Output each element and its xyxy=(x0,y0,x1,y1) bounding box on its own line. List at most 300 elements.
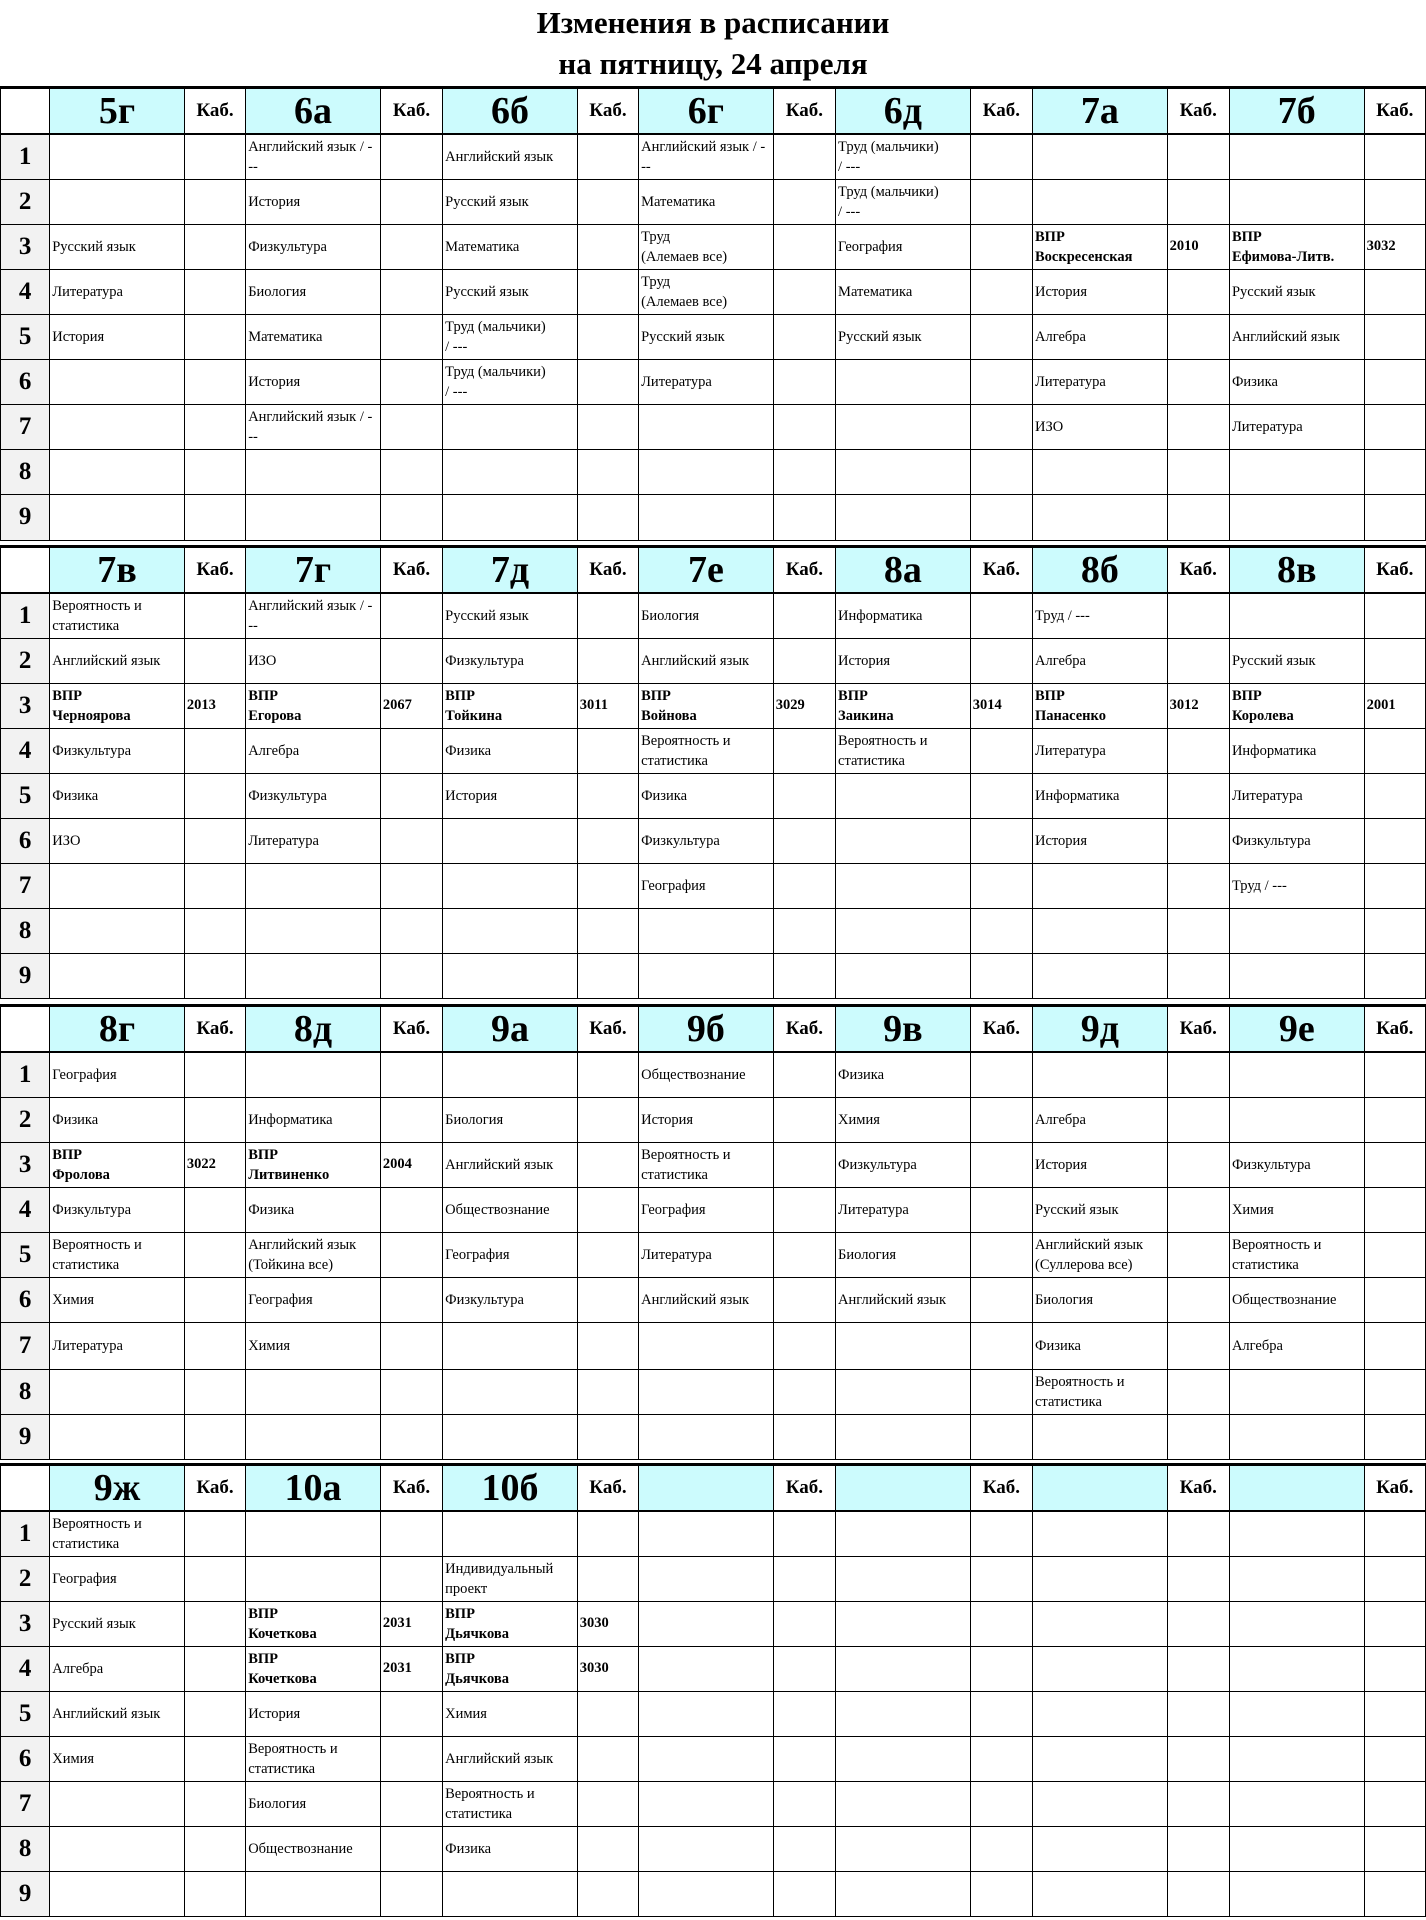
lesson-row xyxy=(1,179,1426,224)
room-cell: 2031 xyxy=(380,1646,442,1691)
lesson-number: 9 xyxy=(1,953,50,998)
subject-cell xyxy=(50,863,185,908)
room-cell xyxy=(970,773,1032,818)
room-cell xyxy=(1167,1187,1229,1232)
subject-cell xyxy=(1033,1511,1168,1556)
subject-cell: ВПР Ефимова-Литв. xyxy=(1229,224,1364,269)
subject-cell: Алгебра xyxy=(50,1646,185,1691)
class-header: 7б xyxy=(1229,88,1364,135)
lesson-row xyxy=(1,314,1426,359)
lesson-row xyxy=(1,224,1426,269)
subject-cell xyxy=(1033,1871,1168,1916)
room-cell xyxy=(1364,449,1425,494)
schedule-block-3 xyxy=(0,1004,1426,1460)
room-cell xyxy=(1364,1322,1425,1369)
lesson-row xyxy=(1,1369,1426,1414)
subject-cell: Физкультура xyxy=(639,818,774,863)
room-cell xyxy=(184,863,245,908)
room-cell xyxy=(970,593,1032,638)
room-header: Каб. xyxy=(773,1465,835,1512)
class-header: 10а xyxy=(246,1465,381,1512)
room-cell xyxy=(380,1232,442,1277)
subject-cell: Английский язык xyxy=(639,1277,774,1322)
room-cell xyxy=(773,494,835,540)
class-header: 10б xyxy=(443,1465,578,1512)
subject-cell: ИЗО xyxy=(1033,404,1168,449)
subject-cell: ВПР Заикина xyxy=(836,683,971,728)
room-cell xyxy=(1167,1142,1229,1187)
room-cell: 2004 xyxy=(380,1142,442,1187)
subject-cell: Труд (мальчики) / --- xyxy=(836,134,971,179)
room-cell xyxy=(380,593,442,638)
class-header xyxy=(1033,1465,1168,1512)
lesson-row xyxy=(1,269,1426,314)
room-cell xyxy=(773,728,835,773)
subject-cell xyxy=(1229,908,1364,953)
lesson-row xyxy=(1,1232,1426,1277)
room-cell xyxy=(1167,863,1229,908)
room-cell xyxy=(970,1232,1032,1277)
subject-cell xyxy=(836,1556,971,1601)
room-cell xyxy=(1167,494,1229,540)
subject-cell xyxy=(246,494,381,540)
room-cell xyxy=(1364,494,1425,540)
room-cell: 2013 xyxy=(184,683,245,728)
subject-cell: Индивидуальный проект xyxy=(443,1556,578,1601)
subject-cell: История xyxy=(639,1097,774,1142)
subject-cell xyxy=(639,908,774,953)
lesson-number: 1 xyxy=(1,593,50,638)
class-header: 6г xyxy=(639,88,774,135)
lesson-number: 9 xyxy=(1,494,50,540)
subject-cell xyxy=(50,134,185,179)
lesson-row xyxy=(1,728,1426,773)
subject-cell: География xyxy=(639,863,774,908)
room-cell: 3014 xyxy=(970,683,1032,728)
subject-cell: Английский язык (Суллерова все) xyxy=(1033,1232,1168,1277)
subject-cell xyxy=(639,449,774,494)
room-cell xyxy=(577,1691,638,1736)
room-header: Каб. xyxy=(380,1465,442,1512)
room-cell xyxy=(184,728,245,773)
room-cell xyxy=(577,728,638,773)
corner-cell xyxy=(1,547,50,594)
subject-cell: Физика xyxy=(246,1187,381,1232)
room-cell: 2031 xyxy=(380,1601,442,1646)
room-cell xyxy=(970,179,1032,224)
subject-cell xyxy=(639,1369,774,1414)
room-cell xyxy=(577,953,638,998)
room-cell xyxy=(773,773,835,818)
room-cell xyxy=(773,908,835,953)
room-cell xyxy=(184,359,245,404)
room-header: Каб. xyxy=(970,1465,1032,1512)
class-header: 8г xyxy=(50,1006,185,1053)
subject-cell: Русский язык xyxy=(443,179,578,224)
subject-cell xyxy=(1033,863,1168,908)
lesson-number: 3 xyxy=(1,224,50,269)
class-header: 9в xyxy=(836,1006,971,1053)
lesson-row xyxy=(1,1601,1426,1646)
subject-cell: Русский язык xyxy=(836,314,971,359)
lesson-row xyxy=(1,1736,1426,1781)
subject-cell xyxy=(246,1556,381,1601)
subject-cell: Русский язык xyxy=(443,593,578,638)
room-cell xyxy=(380,404,442,449)
room-cell xyxy=(970,1097,1032,1142)
subject-cell: Труд (мальчики) / --- xyxy=(443,359,578,404)
subject-cell xyxy=(836,494,971,540)
subject-cell xyxy=(1229,1369,1364,1414)
class-header: 8а xyxy=(836,547,971,594)
room-cell xyxy=(184,1691,245,1736)
room-cell xyxy=(1364,1414,1425,1459)
subject-cell: Информатика xyxy=(1033,773,1168,818)
room-header: Каб. xyxy=(773,88,835,135)
room-cell xyxy=(184,1646,245,1691)
room-cell xyxy=(1364,1097,1425,1142)
lesson-row xyxy=(1,494,1426,540)
room-header: Каб. xyxy=(970,88,1032,135)
room-cell xyxy=(1364,953,1425,998)
room-cell xyxy=(184,773,245,818)
subject-cell xyxy=(836,1736,971,1781)
subject-cell xyxy=(1033,1556,1168,1601)
room-cell xyxy=(577,1511,638,1556)
room-cell xyxy=(577,1781,638,1826)
subject-cell xyxy=(1033,1646,1168,1691)
lesson-number: 7 xyxy=(1,1781,50,1826)
room-cell xyxy=(970,404,1032,449)
room-cell xyxy=(184,1414,245,1459)
room-cell xyxy=(184,1052,245,1097)
subject-cell: Литература xyxy=(639,359,774,404)
room-cell xyxy=(970,818,1032,863)
subject-cell: Вероятность и статистика xyxy=(1229,1232,1364,1277)
subject-cell: ВПР Черноярова xyxy=(50,683,185,728)
subject-cell: Математика xyxy=(246,314,381,359)
subject-cell: Труд (Алемаев все) xyxy=(639,269,774,314)
subject-cell: ВПР Дьячкова xyxy=(443,1646,578,1691)
room-cell xyxy=(380,449,442,494)
subject-cell xyxy=(1033,1781,1168,1826)
class-header xyxy=(836,1465,971,1512)
room-cell xyxy=(773,404,835,449)
subject-cell: Английский язык / - -- xyxy=(246,134,381,179)
subject-cell: Физика xyxy=(1033,1322,1168,1369)
subject-cell: Английский язык xyxy=(443,134,578,179)
lesson-row xyxy=(1,863,1426,908)
room-cell xyxy=(970,1369,1032,1414)
subject-cell: Вероятность и статистика xyxy=(50,1232,185,1277)
room-cell xyxy=(970,224,1032,269)
subject-cell xyxy=(1033,1601,1168,1646)
room-cell xyxy=(1167,1511,1229,1556)
subject-cell xyxy=(246,1369,381,1414)
lesson-row xyxy=(1,1691,1426,1736)
lesson-number: 5 xyxy=(1,314,50,359)
room-cell xyxy=(1167,134,1229,179)
subject-cell xyxy=(1229,1052,1364,1097)
lesson-number: 4 xyxy=(1,269,50,314)
subject-cell xyxy=(836,449,971,494)
room-cell xyxy=(773,1369,835,1414)
room-cell xyxy=(773,1646,835,1691)
room-cell xyxy=(380,728,442,773)
room-cell xyxy=(380,1511,442,1556)
subject-cell: Математика xyxy=(836,269,971,314)
subject-cell xyxy=(443,1052,578,1097)
subject-cell: ВПР Литвиненко xyxy=(246,1142,381,1187)
room-cell xyxy=(970,728,1032,773)
subject-cell xyxy=(836,1322,971,1369)
lesson-number: 8 xyxy=(1,908,50,953)
subject-cell xyxy=(246,863,381,908)
subject-cell xyxy=(836,1646,971,1691)
subject-cell: Физкультура xyxy=(836,1142,971,1187)
subject-cell: Физика xyxy=(443,1826,578,1871)
room-cell xyxy=(1167,1601,1229,1646)
subject-cell xyxy=(50,179,185,224)
room-cell xyxy=(184,1556,245,1601)
subject-cell xyxy=(1229,1646,1364,1691)
subject-cell: Химия xyxy=(246,1322,381,1369)
lesson-row xyxy=(1,1277,1426,1322)
subject-cell: Вероятность и статистика xyxy=(50,593,185,638)
lesson-row xyxy=(1,1097,1426,1142)
room-header: Каб. xyxy=(773,1006,835,1053)
subject-cell xyxy=(836,1369,971,1414)
room-cell xyxy=(380,1871,442,1916)
subject-cell xyxy=(1033,134,1168,179)
subject-cell: Физика xyxy=(443,728,578,773)
subject-cell: ВПР Егорова xyxy=(246,683,381,728)
subject-cell xyxy=(443,1871,578,1916)
subject-cell: Алгебра xyxy=(1033,1097,1168,1142)
room-cell xyxy=(1167,1414,1229,1459)
room-cell xyxy=(1364,1187,1425,1232)
lesson-number: 6 xyxy=(1,1277,50,1322)
room-cell: 3011 xyxy=(577,683,638,728)
lesson-row xyxy=(1,449,1426,494)
subject-cell: Информатика xyxy=(246,1097,381,1142)
room-cell xyxy=(184,1826,245,1871)
subject-cell: Литература xyxy=(1229,404,1364,449)
subject-cell xyxy=(50,1871,185,1916)
room-cell xyxy=(184,269,245,314)
lesson-number: 2 xyxy=(1,179,50,224)
subject-cell: Физкультура xyxy=(443,638,578,683)
room-cell xyxy=(970,863,1032,908)
lesson-number: 6 xyxy=(1,818,50,863)
subject-cell xyxy=(246,953,381,998)
subject-cell xyxy=(1033,449,1168,494)
room-cell xyxy=(773,1826,835,1871)
room-cell xyxy=(184,1097,245,1142)
room-cell xyxy=(970,1826,1032,1871)
room-cell xyxy=(380,1052,442,1097)
room-cell xyxy=(773,1097,835,1142)
room-cell xyxy=(773,1736,835,1781)
subject-cell xyxy=(836,1414,971,1459)
room-cell xyxy=(970,314,1032,359)
subject-cell: Вероятность и статистика xyxy=(246,1736,381,1781)
room-cell xyxy=(1364,1781,1425,1826)
room-cell xyxy=(380,359,442,404)
room-cell xyxy=(1167,1646,1229,1691)
room-cell xyxy=(380,818,442,863)
subject-cell: Физкультура xyxy=(443,1277,578,1322)
room-cell xyxy=(380,1691,442,1736)
subject-cell xyxy=(1033,1691,1168,1736)
room-cell xyxy=(970,1601,1032,1646)
room-cell: 2001 xyxy=(1364,683,1425,728)
room-cell xyxy=(773,449,835,494)
room-cell xyxy=(380,773,442,818)
subject-cell xyxy=(246,908,381,953)
lesson-row xyxy=(1,638,1426,683)
lesson-number: 5 xyxy=(1,1232,50,1277)
subject-cell: Физкультура xyxy=(246,224,381,269)
lesson-number: 5 xyxy=(1,773,50,818)
corner-cell xyxy=(1,88,50,135)
room-cell xyxy=(1364,1601,1425,1646)
subject-cell: Алгебра xyxy=(1033,314,1168,359)
subject-cell xyxy=(639,1736,774,1781)
lesson-number: 2 xyxy=(1,1556,50,1601)
room-cell xyxy=(1167,1097,1229,1142)
room-cell xyxy=(380,494,442,540)
subject-cell: География xyxy=(639,1187,774,1232)
subject-cell: История xyxy=(1033,269,1168,314)
room-cell xyxy=(1167,1556,1229,1601)
subject-cell: Английский язык (Тойкина все) xyxy=(246,1232,381,1277)
room-cell xyxy=(184,1601,245,1646)
room-cell xyxy=(1364,1646,1425,1691)
room-cell xyxy=(1364,314,1425,359)
lesson-row xyxy=(1,1511,1426,1556)
subject-cell: Русский язык xyxy=(50,1601,185,1646)
subject-cell xyxy=(50,449,185,494)
subject-cell: Математика xyxy=(639,179,774,224)
subject-cell xyxy=(443,1414,578,1459)
subject-cell: Вероятность и статистика xyxy=(639,728,774,773)
lesson-row xyxy=(1,1646,1426,1691)
corner-cell xyxy=(1,1465,50,1512)
room-cell xyxy=(773,1781,835,1826)
room-cell xyxy=(970,953,1032,998)
room-cell xyxy=(380,1556,442,1601)
room-cell xyxy=(184,404,245,449)
subject-cell xyxy=(639,1322,774,1369)
lesson-number: 8 xyxy=(1,1369,50,1414)
room-cell xyxy=(1364,1277,1425,1322)
room-cell: 2067 xyxy=(380,683,442,728)
room-cell xyxy=(1167,404,1229,449)
room-cell xyxy=(577,494,638,540)
subject-cell: Алгебра xyxy=(1229,1322,1364,1369)
room-cell xyxy=(773,1322,835,1369)
subject-cell: Труд / --- xyxy=(1229,863,1364,908)
room-cell xyxy=(773,593,835,638)
room-cell xyxy=(1364,179,1425,224)
room-cell xyxy=(577,1052,638,1097)
room-cell xyxy=(970,1414,1032,1459)
lesson-number: 1 xyxy=(1,134,50,179)
subject-cell: Вероятность и статистика xyxy=(50,1511,185,1556)
subject-cell xyxy=(1229,1414,1364,1459)
room-cell xyxy=(184,1187,245,1232)
subject-cell: История xyxy=(246,1691,381,1736)
subject-cell: Физика xyxy=(1229,359,1364,404)
subject-cell xyxy=(246,449,381,494)
class-header: 8б xyxy=(1033,547,1168,594)
lesson-row xyxy=(1,1556,1426,1601)
room-header: Каб. xyxy=(1364,1465,1425,1512)
subject-cell: География xyxy=(50,1556,185,1601)
subject-cell xyxy=(1229,953,1364,998)
room-cell xyxy=(1167,908,1229,953)
lesson-row xyxy=(1,1052,1426,1097)
room-cell xyxy=(970,638,1032,683)
lesson-row xyxy=(1,818,1426,863)
room-cell: 3032 xyxy=(1364,224,1425,269)
room-cell xyxy=(1364,1871,1425,1916)
room-cell xyxy=(773,1232,835,1277)
room-header: Каб. xyxy=(1167,1465,1229,1512)
room-cell xyxy=(773,134,835,179)
subject-cell: Труд (мальчики) / --- xyxy=(836,179,971,224)
subject-cell xyxy=(1229,1826,1364,1871)
room-cell xyxy=(1364,404,1425,449)
subject-cell xyxy=(836,1511,971,1556)
lesson-row xyxy=(1,1142,1426,1187)
room-cell xyxy=(1364,269,1425,314)
room-cell xyxy=(577,1871,638,1916)
class-header: 6д xyxy=(836,88,971,135)
room-cell: 3022 xyxy=(184,1142,245,1187)
room-cell xyxy=(773,179,835,224)
room-cell xyxy=(380,1781,442,1826)
subject-cell xyxy=(246,1511,381,1556)
subject-cell: Литература xyxy=(836,1187,971,1232)
lesson-number: 7 xyxy=(1,863,50,908)
room-cell xyxy=(577,593,638,638)
room-cell xyxy=(970,1736,1032,1781)
room-cell xyxy=(380,638,442,683)
subject-cell xyxy=(639,1556,774,1601)
subject-cell: Обществознание xyxy=(1229,1277,1364,1322)
room-cell xyxy=(970,1646,1032,1691)
room-cell xyxy=(1167,1369,1229,1414)
room-cell xyxy=(773,1414,835,1459)
room-cell xyxy=(1364,1556,1425,1601)
lesson-row xyxy=(1,134,1426,179)
room-cell xyxy=(577,1097,638,1142)
room-cell xyxy=(184,593,245,638)
subject-cell xyxy=(836,953,971,998)
subject-cell: ВПР Кочеткова xyxy=(246,1601,381,1646)
subject-cell xyxy=(443,908,578,953)
room-header: Каб. xyxy=(1364,88,1425,135)
room-header: Каб. xyxy=(1167,1006,1229,1053)
class-header: 9а xyxy=(443,1006,578,1053)
room-cell xyxy=(380,1322,442,1369)
room-cell xyxy=(380,1187,442,1232)
room-cell xyxy=(1364,1826,1425,1871)
subject-cell xyxy=(1229,1601,1364,1646)
room-cell xyxy=(970,1052,1032,1097)
